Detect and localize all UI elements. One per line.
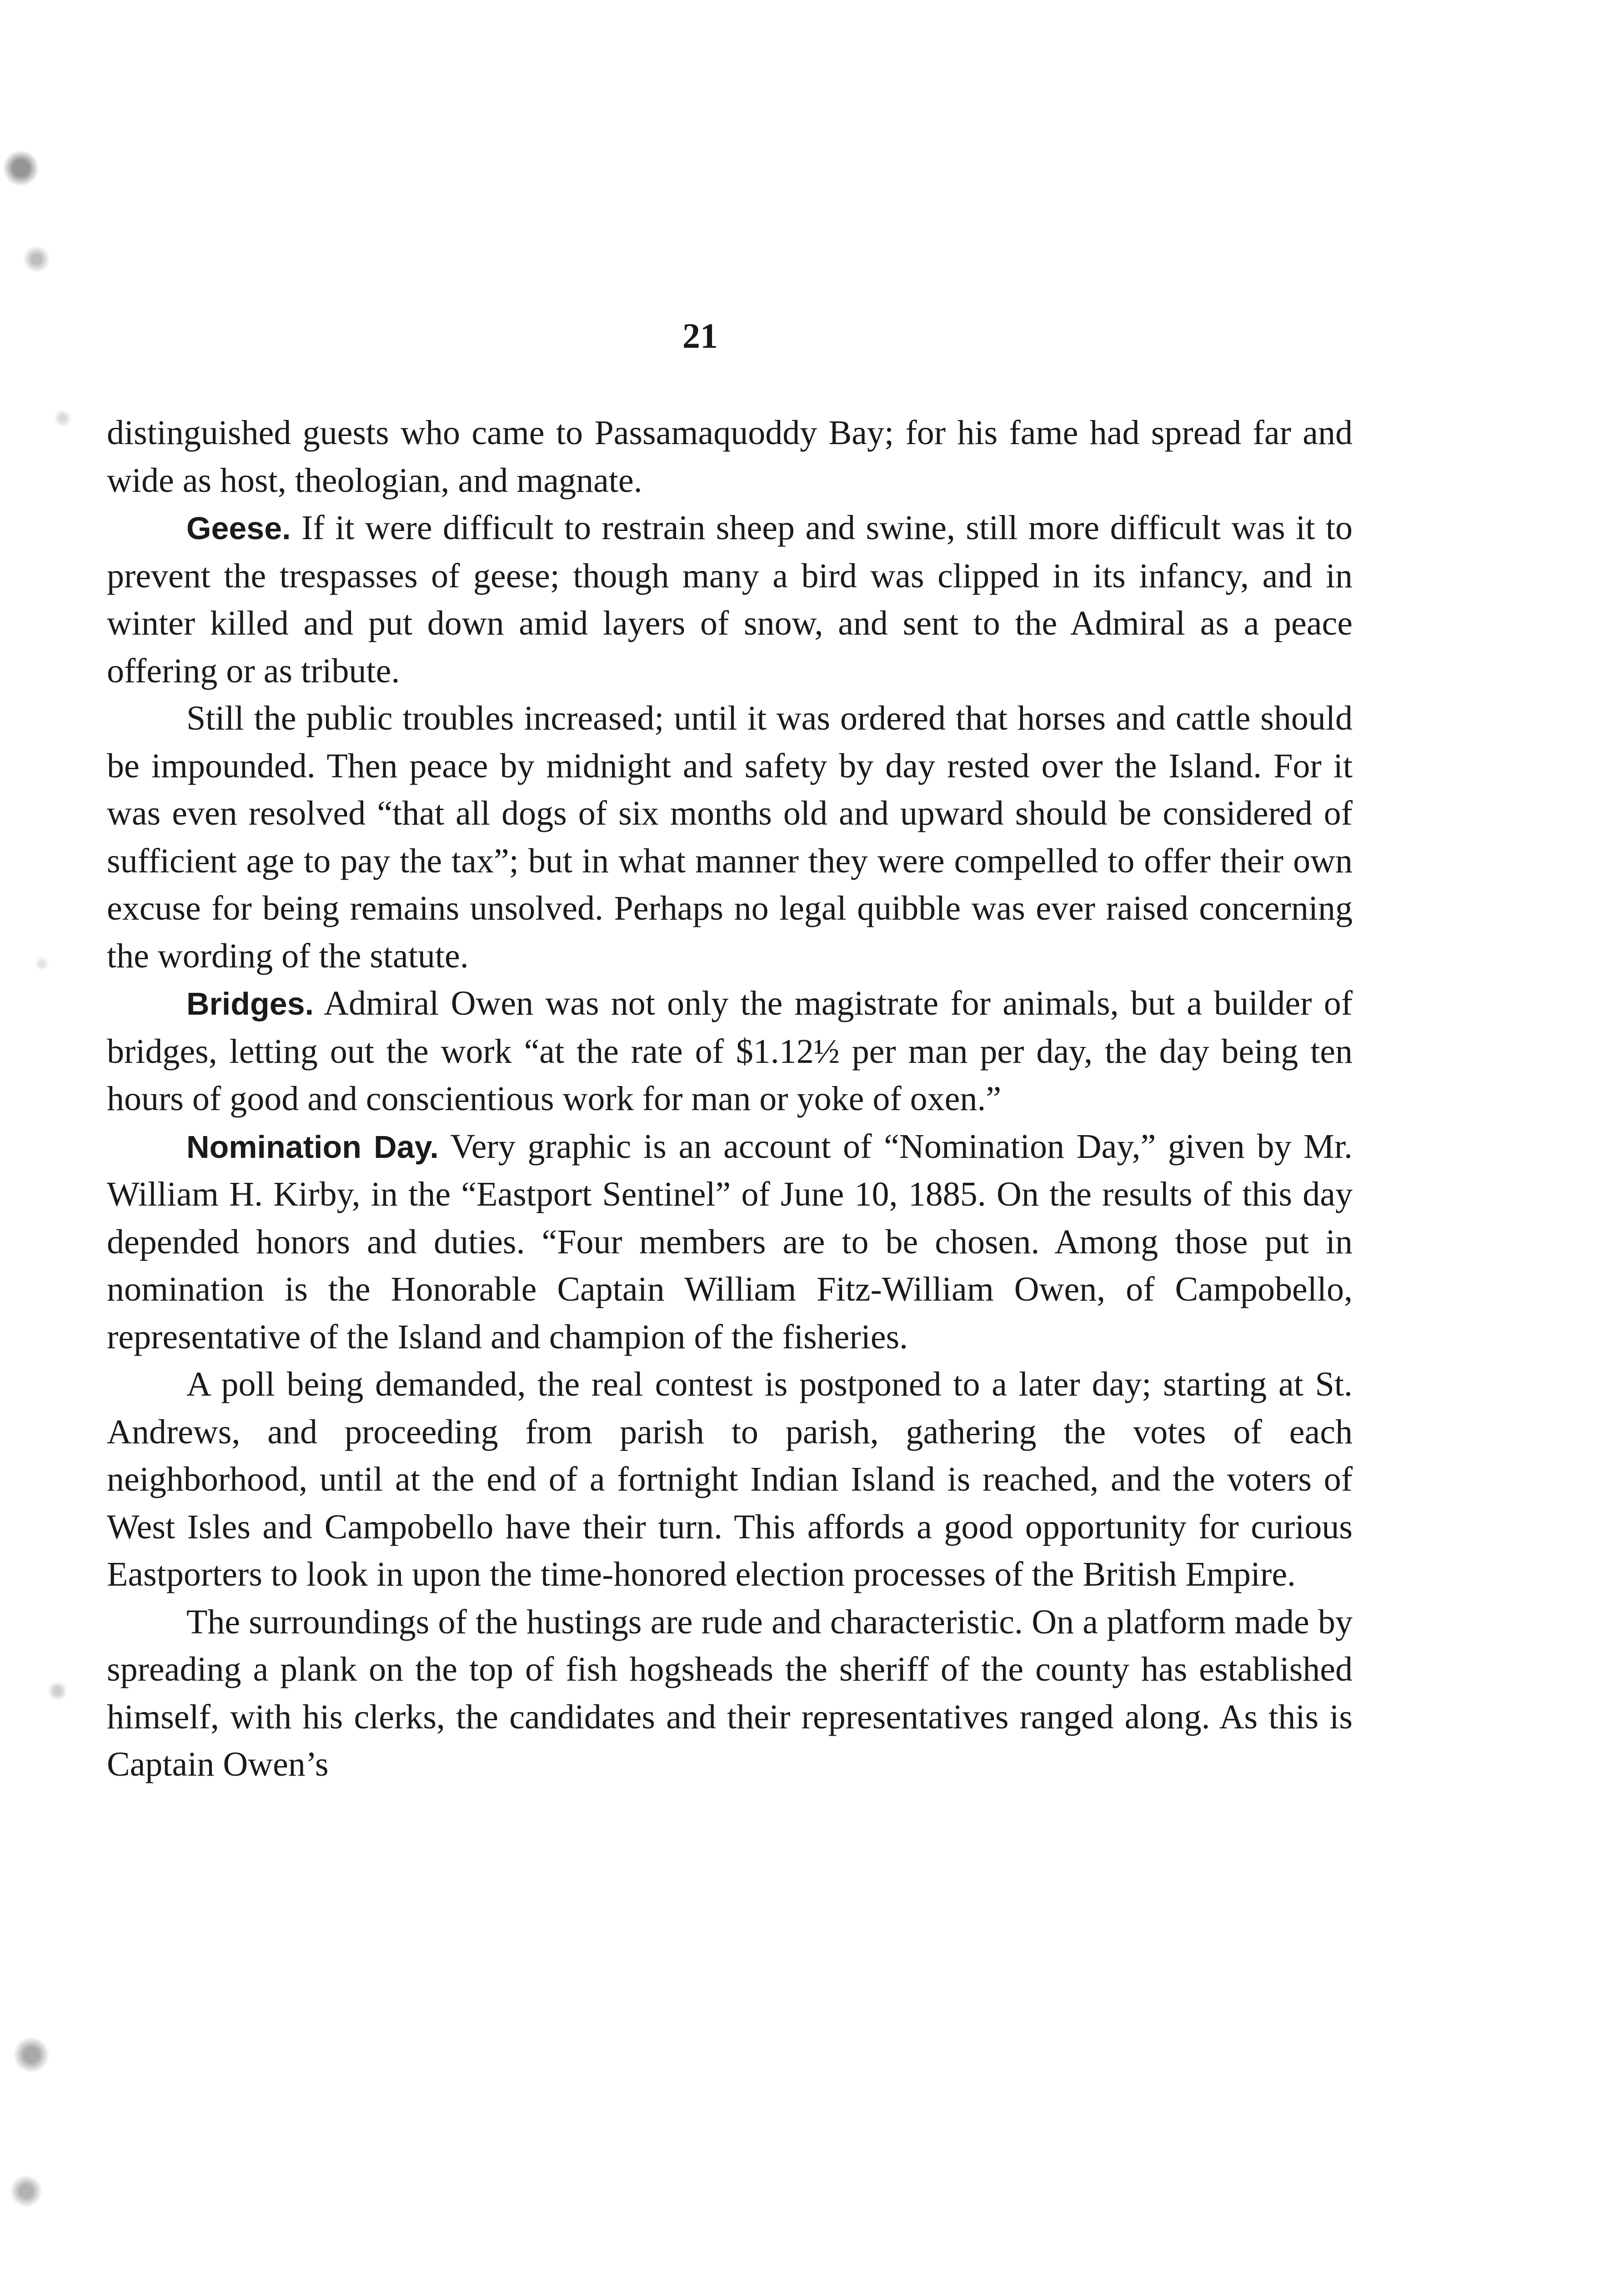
paragraph-continuation [107, 409, 1353, 504]
paragraph-hustings [107, 1598, 1353, 1788]
paragraph-public-troubles [107, 695, 1353, 980]
paragraph-text: Still the public troubles increased; until it was ordered that horses and cattle should be impounded. Then peace by midnight and safety by day rested over the Island. For it was even resolved “that all dogs of six months old and upward should be considered of sufficient age to pay the tax”; but in what manner they were compelled to offer their own excuse for being remains unsolved. Perhaps no legal quibble was ever raised concerning the wording of the statute. [107, 699, 1353, 975]
paragraph-nomination-day [107, 1123, 1353, 1361]
sidehead-nomination-day: Nomination Day. [186, 1129, 439, 1165]
paragraph-text: If it were difficult to restrain sheep and swine, still more difficult was it to prevent the trespasses of geese; though many a bird was clipped in its infancy, and in winter killed and put down amid layers of snow, and sent to the Admiral as a peace offering or as tribute. [107, 509, 1353, 690]
paragraph-text: Admiral Owen was not only the magistrate for animals, but a builder of bridges, letting out the work “at the rate of $1.12½ per man per day, the day being ten hours of good and conscientious work for man or yoke of oxen.” [107, 984, 1353, 1118]
sidehead-bridges: Bridges. [186, 986, 314, 1021]
body-text [107, 409, 1353, 1788]
sidehead-geese: Geese. [186, 511, 291, 546]
paragraph-poll [107, 1361, 1353, 1598]
paragraph-text: Very graphic is an account of “Nomination Day,” given by Mr. William H. Kirby, in the “Eastport Sentinel” of June 10, 1885. On the results of this day depended honors and duties. “Four members are to be chosen. Among those put in nomination is the Honorable Captain William Fitz-William Owen, of Campobello, representative of the Island and champion of the fisheries. [107, 1127, 1353, 1356]
paragraph-text: A poll being demanded, the real contest is postponed to a later day; starting at St. Andrews, and proceeding from parish to parish, gathering the votes of each neighborhood, until at the end of a fortnight Indian Island is reached, and the voters of West Isles and Campobello have their turn. This affords a good opportunity for curious Eastporters to look in upon the time-honored election processes of the British Empire. [107, 1365, 1353, 1593]
paragraph-geese [107, 504, 1353, 695]
scan-binding-shadow [0, 55, 105, 2273]
page-number: 21 [682, 316, 718, 355]
paragraph-bridges [107, 980, 1353, 1123]
paragraph-text: distinguished guests who came to Passamaquoddy Bay; for his fame had spread far and wide as host, theologian, and magnate. [107, 414, 1353, 500]
paragraph-text: The surroundings of the hustings are rude and characteristic. On a platform made by spreading a plank on the top of fish hogsheads the sheriff of the county has established himself, with his clerks, the candidates and their representatives ranged along. As this is Captain Owen’s [107, 1602, 1353, 1783]
